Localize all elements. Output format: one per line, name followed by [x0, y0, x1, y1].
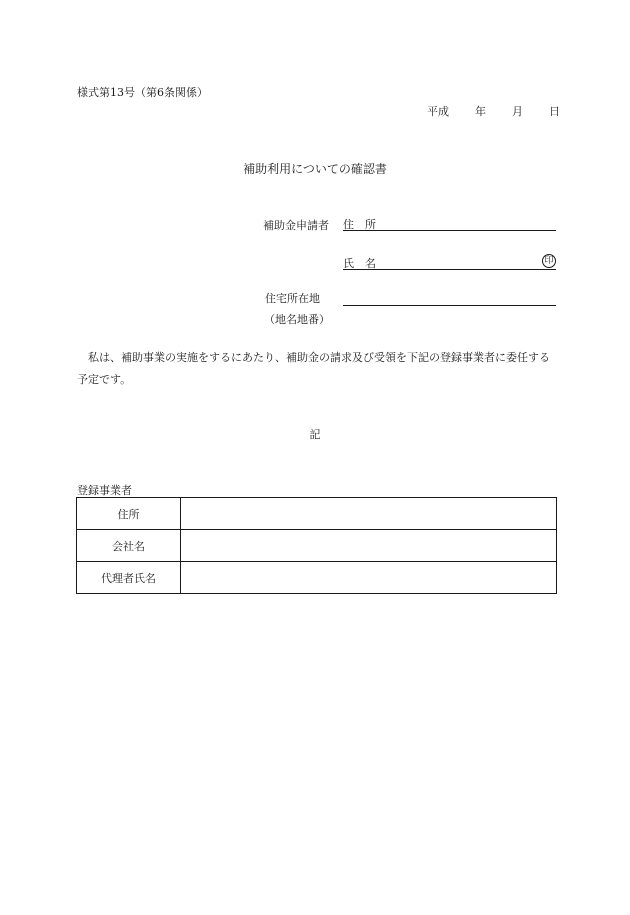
table-cell-key: 会社名	[77, 530, 181, 562]
document-title: 補助利用についての確認書	[243, 162, 387, 176]
form-number: 様式第13号（第6条関係）	[77, 86, 208, 99]
date-era: 平成	[427, 105, 449, 118]
residence-label: 住宅所在地	[265, 292, 320, 305]
company-name-value-cell[interactable]	[181, 530, 557, 562]
date-day: 日	[549, 105, 560, 118]
table-row	[77, 530, 557, 562]
table-row	[77, 562, 557, 594]
address-value-cell[interactable]	[181, 498, 557, 530]
registered-business-table	[76, 497, 557, 594]
registered-business-label: 登録事業者	[77, 484, 132, 497]
ki-heading: 記	[309, 428, 321, 441]
applicant-address-field[interactable]	[343, 216, 556, 231]
residence-field[interactable]	[343, 291, 556, 306]
statement-text: 私は、補助事業の実施をするにあたり、補助金の請求及び受領を下記の登録事業者に委任する予定です。	[77, 351, 550, 386]
residence-sublabel: （地名地番）	[264, 313, 330, 326]
address-label: 住 所	[343, 218, 376, 231]
agent-name-value-cell[interactable]	[181, 562, 557, 594]
table-cell-key: 代理者氏名	[77, 562, 181, 594]
applicant-label: 補助金申請者	[263, 219, 329, 232]
applicant-name-field[interactable]	[343, 255, 556, 270]
date-month: 月	[512, 105, 523, 118]
date-year: 年	[475, 105, 486, 118]
table-cell-key: 住所	[77, 498, 181, 530]
date-line	[427, 103, 560, 119]
seal-icon: 印	[542, 254, 556, 268]
name-label: 氏 名	[343, 257, 376, 270]
table-row	[77, 498, 557, 530]
